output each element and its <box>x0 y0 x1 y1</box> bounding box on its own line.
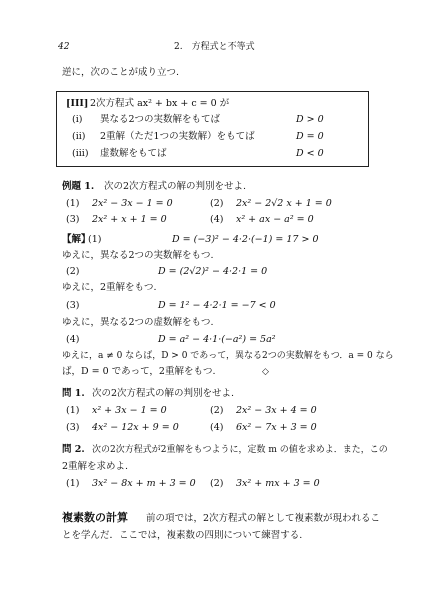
solution-num: (2) <box>66 266 80 277</box>
chapter-title: 2. 方程式と不等式 <box>174 42 255 52</box>
conclusion-line: ば，D = 0 であって，2重解をもつ. <box>62 366 216 377</box>
solution-result: ゆえに，2重解をもつ. <box>62 282 157 293</box>
theorem-case-num: (i) <box>72 114 83 125</box>
problem-num: (4) <box>210 422 224 433</box>
question-prompt: 次の2次方程式が2重解をもつように，定数 m の値を求めよ．また，この <box>92 445 388 455</box>
solution-calculation: D = (−3)² − 4·2·(−1) = 17 > 0 <box>172 234 319 245</box>
problem-equation: 2x² − 3x − 1 = 0 <box>92 198 173 209</box>
example-label: 例題 1. <box>62 181 95 192</box>
solution-num: (4) <box>66 334 80 345</box>
solution-calculation: D = (2√2)² − 4·2·1 = 0 <box>158 266 268 277</box>
end-of-example-mark: ◇ <box>262 367 269 377</box>
theorem-case-text: 虚数解をもてば <box>100 148 167 159</box>
problem-equation: 6x² − 7x + 3 = 0 <box>236 422 317 433</box>
section-text: とを学んだ．ここでは，複素数の四則について練習する. <box>62 530 303 541</box>
example-prompt: 次の2次方程式の解の判別をせよ. <box>104 181 247 192</box>
theorem-case-text: 2重解（ただ1つの実数解）をもてば <box>100 131 255 142</box>
theorem-case-num: (iii) <box>72 148 89 159</box>
problem-num: (2) <box>210 478 224 489</box>
problem-equation: 2x² − 3x + 4 = 0 <box>236 405 317 416</box>
question-prompt: 2重解を求めよ. <box>62 461 129 472</box>
problem-equation: 2x² − 2√2 x + 1 = 0 <box>236 198 332 209</box>
theorem-case-condition: D > 0 <box>296 114 324 125</box>
solution-calculation: D = 1² − 4·2·1 = −7 < 0 <box>158 300 276 311</box>
problem-num: (2) <box>210 405 224 416</box>
section-text: 前の項では，2次方程式の解として複素数が現われるこ <box>146 513 381 524</box>
problem-num: (1) <box>66 478 80 489</box>
question-label: 問 2. <box>62 444 85 455</box>
section-title: 複素数の計算 <box>62 511 128 524</box>
theorem-statement: 2次方程式 ax² + bx + c = 0 が <box>90 98 230 109</box>
theorem-case-text: 異なる2つの実数解をもてば <box>100 114 221 125</box>
theorem-case-condition: D = 0 <box>296 131 324 142</box>
solution-calculation: D = a² − 4·1·(−a²) = 5a² <box>158 334 276 345</box>
problem-equation: 3x² + mx + 3 = 0 <box>236 478 320 489</box>
problem-num: (3) <box>66 214 80 225</box>
problem-equation: 2x² + x + 1 = 0 <box>92 214 167 225</box>
solution-result: ゆえに，異なる2つの虚数解をもつ. <box>62 317 214 328</box>
problem-num: (4) <box>210 214 224 225</box>
theorem-case-num: (ii) <box>72 131 86 142</box>
problem-num: (3) <box>66 422 80 433</box>
problem-equation: x² + 3x − 1 = 0 <box>92 405 167 416</box>
solution-result: ゆえに，異なる2つの実数解をもつ. <box>62 250 214 261</box>
problem-equation: 4x² − 12x + 9 = 0 <box>92 422 179 433</box>
theorem-label: [III] <box>66 98 89 109</box>
problem-equation: 3x² − 8x + m + 3 = 0 <box>92 478 196 489</box>
solution-num: (3) <box>66 300 80 311</box>
question-prompt: 次の2次方程式の解の判別をせよ. <box>92 388 235 399</box>
conclusion-line: ゆえに，a ≠ 0 ならば，D > 0 であって，異なる2つの実数解をもつ．a = 0 なら <box>62 351 394 361</box>
theorem-case-condition: D < 0 <box>296 148 324 159</box>
question-label: 問 1. <box>62 388 85 399</box>
intro-text: 逆に，次のことが成り立つ. <box>62 67 180 78</box>
page-number: 42 <box>58 42 70 52</box>
problem-num: (2) <box>210 198 224 209</box>
problem-equation: x² + ax − a² = 0 <box>236 214 314 225</box>
problem-num: (1) <box>66 198 80 209</box>
solution-label: 【解】 <box>62 234 91 245</box>
problem-num: (1) <box>66 405 80 416</box>
solution-num: (1) <box>88 234 102 245</box>
